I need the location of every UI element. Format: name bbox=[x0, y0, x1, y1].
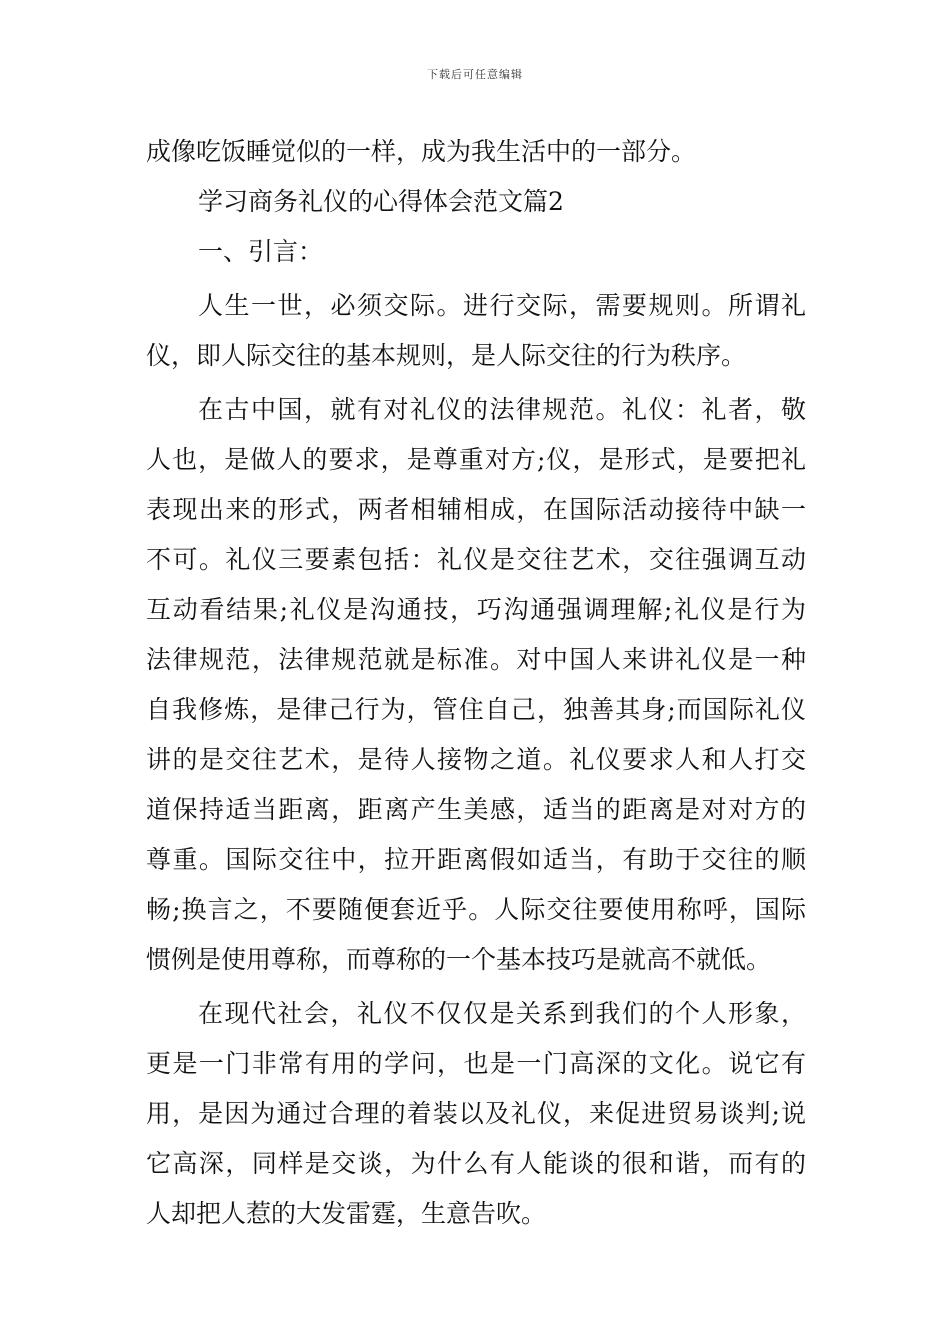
text-line: 畅;换言之，不要随便套近乎。人际交往要使用称呼，国际 bbox=[146, 895, 806, 924]
text-line: 更是一门非常有用的学问，也是一门高深的文化。说它有 bbox=[146, 1049, 806, 1078]
text-line: 道保持适当距离，距离产生美感，适当的距离是对对方的 bbox=[146, 795, 806, 824]
section-title: 学习商务礼仪的心得体会范文篇2 bbox=[198, 187, 564, 216]
document-body bbox=[146, 127, 806, 1239]
text-line: 用，是因为通过合理的着装以及礼仪，来促进贸易谈判;说 bbox=[146, 1099, 806, 1128]
text-line: 在现代社会，礼仪不仅仅是关系到我们的个人形象， bbox=[198, 999, 806, 1028]
text-line: 人生一世，必须交际。进行交际，需要规则。所谓礼 bbox=[198, 291, 806, 320]
text-line: 尊重。国际交往中，拉开距离假如适当，有助于交往的顺 bbox=[146, 845, 806, 874]
text-line: 惯例是使用尊称，而尊称的一个基本技巧是就高不就低。 bbox=[146, 945, 772, 974]
text-line: 人却把人惹的大发雷霆，生意告吹。 bbox=[146, 1199, 547, 1228]
text-line: 在古中国，就有对礼仪的法律规范。礼仪：礼者，敬 bbox=[198, 395, 806, 424]
text-line: 人也，是做人的要求，是尊重对方;仪，是形式，是要把礼 bbox=[146, 445, 806, 474]
subsection-heading: 一、引言： bbox=[198, 237, 324, 266]
text-line: 讲的是交往艺术，是待人接物之道。礼仪要求人和人打交 bbox=[146, 745, 806, 774]
text-line: 仪，即人际交往的基本规则，是人际交往的行为秩序。 bbox=[146, 341, 747, 370]
text-line: 它高深，同样是交谈，为什么有人能谈的很和谐，而有的 bbox=[146, 1149, 806, 1178]
text-line: 表现出来的形式，两者相辅相成，在国际活动接待中缺一 bbox=[146, 495, 806, 524]
text-line: 互动看结果;礼仪是沟通技，巧沟通强调理解;礼仪是行为 bbox=[146, 595, 806, 624]
page-header: 下载后可任意编辑 bbox=[427, 68, 523, 81]
text-line: 法律规范，法律规范就是标准。对中国人来讲礼仪是一种 bbox=[146, 645, 806, 674]
text-line: 自我修炼，是律己行为，管住自己，独善其身;而国际礼仪 bbox=[146, 695, 806, 724]
text-line: 成像吃饭睡觉似的一样，成为我生活中的一部分。 bbox=[146, 137, 697, 166]
text-line: 不可。礼仪三要素包括：礼仪是交往艺术，交往强调互动 bbox=[146, 545, 806, 574]
